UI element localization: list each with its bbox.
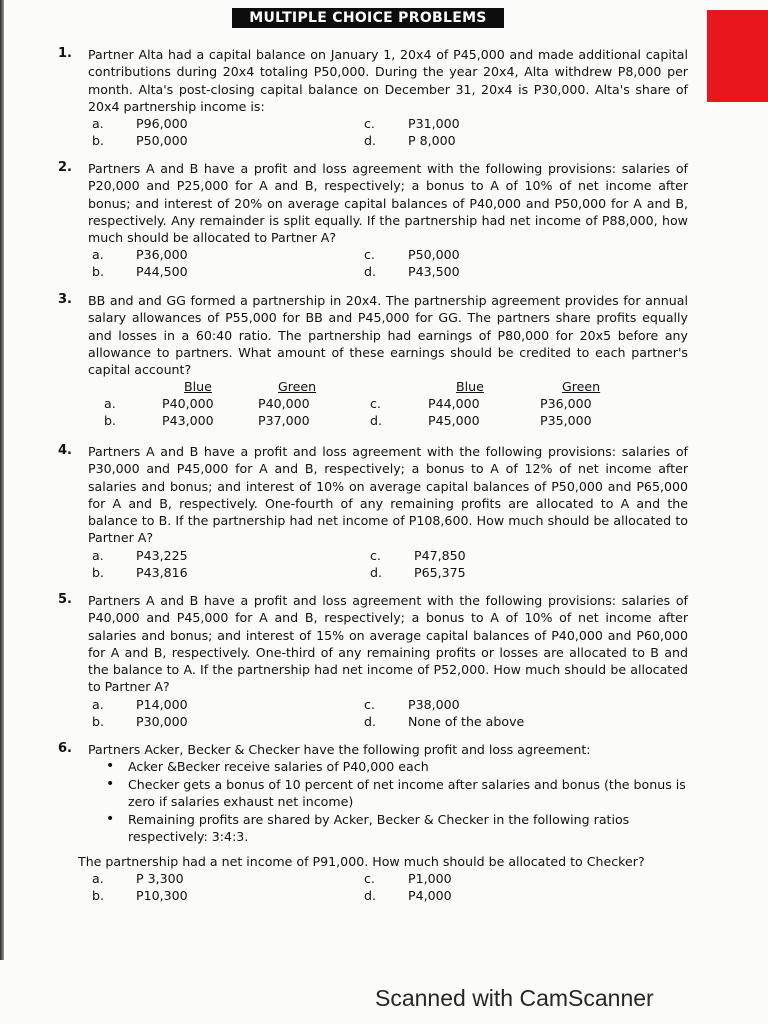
option-b-letter: b. bbox=[104, 413, 116, 429]
question-number: 4. bbox=[58, 443, 72, 458]
option-c-blue: P44,000 bbox=[428, 396, 480, 412]
column-header-green: Green bbox=[278, 379, 317, 395]
question-text: BB and and GG formed a partnership in 20x4. The partnership agreement provides for annual salary allowances of P55,000 for BB and P45,000 for GG. The partners share profits equally and losses in a 60:40 ratio. The partnership had earnings of P80,000 for 20x5 before any allowance to partners. What amount of these earnings should be credited to each partner's capital account? bbox=[88, 293, 688, 378]
question-text: Partner Alta had a capital balance on January 1, 20x4 of P45,000 and made additional capital contributions during 20x4 totaling P50,000. During the year 20x4, Alta withdrew P8,000 per month. Alta's post-closing capital balance on December 31, 20x4 is P30,000. Alta's share of 20x4 partnership income is: bbox=[88, 47, 688, 114]
option-a-letter: a. bbox=[104, 396, 116, 412]
bullet-icon: • bbox=[106, 776, 115, 793]
section-header: MULTIPLE CHOICE PROBLEMS bbox=[232, 8, 504, 28]
question-text: Partners Acker, Becker & Checker have the following profit and loss agreement: bbox=[88, 742, 591, 757]
bullet-item: • Acker &Becker receive salaries of P40,000 each bbox=[106, 758, 429, 775]
question-number: 1. bbox=[58, 46, 72, 61]
option-c-green: P36,000 bbox=[540, 396, 592, 412]
option-c: c. P47,850 bbox=[370, 547, 466, 563]
option-b: b. P10,300 bbox=[92, 888, 188, 904]
page-edge-shadow bbox=[0, 0, 4, 960]
bullet-item: • Checker gets a bonus of 10 percent of net income after salaries and bonus (the bonus is zero if salaries exhaust net income) bbox=[106, 776, 686, 810]
question-number: 6. bbox=[58, 741, 72, 756]
option-c: c. P50,000 bbox=[364, 247, 460, 263]
option-b: b. P44,500 bbox=[92, 264, 188, 280]
options bbox=[92, 246, 688, 282]
option-d: d. P 8,000 bbox=[364, 133, 456, 149]
option-c: c. P31,000 bbox=[364, 116, 460, 132]
option-b-green: P37,000 bbox=[258, 413, 310, 429]
column-header-blue: Blue bbox=[456, 379, 484, 395]
agreement-bullet-list bbox=[58, 758, 688, 845]
option-a-blue: P40,000 bbox=[162, 396, 214, 412]
question-text: Partners A and B have a profit and loss agreement with the following provisions: salaries of P40,000 and P45,000 for A and B, respectively; a bonus to A of 10% of net income after salaries and bonus; and interest of 15% on average capital balances of P40,000 and P60,000 for A and B, respectively. One-third of any remaining profits or losses are allocated to B and the balance to A. If the partnership had net income of P52,000. How much should be allocated to Partner A? bbox=[88, 593, 688, 695]
option-a: a. P 3,300 bbox=[92, 871, 184, 887]
question-number: 2. bbox=[58, 160, 72, 175]
red-tab-marker bbox=[707, 10, 768, 102]
options-table bbox=[92, 378, 688, 430]
option-d: d. P65,375 bbox=[370, 564, 466, 580]
options bbox=[92, 115, 688, 151]
question-number: 3. bbox=[58, 292, 72, 307]
question-number: 5. bbox=[58, 592, 72, 607]
question-1 bbox=[58, 46, 688, 151]
column-header-blue: Blue bbox=[184, 379, 212, 395]
option-d: d. None of the above bbox=[364, 713, 525, 729]
option-a: a. P96,000 bbox=[92, 116, 188, 132]
option-b: b. P50,000 bbox=[92, 133, 188, 149]
option-b: b. P30,000 bbox=[92, 713, 188, 729]
option-a-green: P40,000 bbox=[258, 396, 310, 412]
bullet-icon: • bbox=[106, 758, 115, 775]
option-a: a. P14,000 bbox=[92, 696, 188, 712]
option-b: b. P43,816 bbox=[92, 564, 188, 580]
options bbox=[92, 870, 688, 906]
options bbox=[92, 547, 688, 583]
question-5 bbox=[58, 592, 688, 732]
question-text: Partners A and B have a profit and loss agreement with the following provisions: salaries of P20,000 and P25,000 for A and B, respectively; a bonus to A of 10% of net income after bonus; and interest of 20% on average capital balances of P40,000 and P50,000 for A and B, respectively. Any remainder is split equally. If the partnership had net income of P88,000, how much should be allocated to Partner A? bbox=[88, 161, 688, 246]
option-d-blue: P45,000 bbox=[428, 413, 480, 429]
column-header-green: Green bbox=[562, 379, 601, 395]
scanner-watermark: Scanned with CamScanner bbox=[375, 985, 654, 1011]
option-d-green: P35,000 bbox=[540, 413, 592, 429]
option-d: d. P4,000 bbox=[364, 888, 452, 904]
option-b-blue: P43,000 bbox=[162, 413, 214, 429]
option-a: a. P43,225 bbox=[92, 547, 188, 563]
question-4 bbox=[58, 443, 688, 583]
question-text: Partners A and B have a profit and loss agreement with the following provisions: salaries of P30,000 and P45,000 for A and B, respectively; a bonus to A of 12% of net income after salaries and bonus; and interest of 10% on average capital balances of P50,000 and P65,000 for A and B, respectively. One-fourth of any remaining profits are allocated to A and the balance to B. If the partnership had net income of P108,600. How much should be allocated to Partner A? bbox=[88, 444, 688, 546]
option-d-letter: d. bbox=[370, 413, 382, 429]
question-prompt: The partnership had a net income of P91,000. How much should be allocated to Checker? bbox=[78, 854, 645, 870]
option-d: d. P43,500 bbox=[364, 264, 460, 280]
option-a: a. P36,000 bbox=[92, 247, 188, 263]
bullet-item: • Remaining profits are shared by Acker, Becker & Checker in the following ratios respectively: 3:4:3. bbox=[106, 811, 630, 845]
option-c: c. P38,000 bbox=[364, 696, 460, 712]
question-2 bbox=[58, 160, 688, 282]
option-c: c. P1,000 bbox=[364, 871, 452, 887]
options bbox=[92, 696, 688, 732]
bullet-icon: • bbox=[106, 811, 115, 828]
question-3 bbox=[58, 292, 688, 430]
option-c-letter: c. bbox=[370, 396, 381, 412]
question-6 bbox=[58, 741, 688, 906]
